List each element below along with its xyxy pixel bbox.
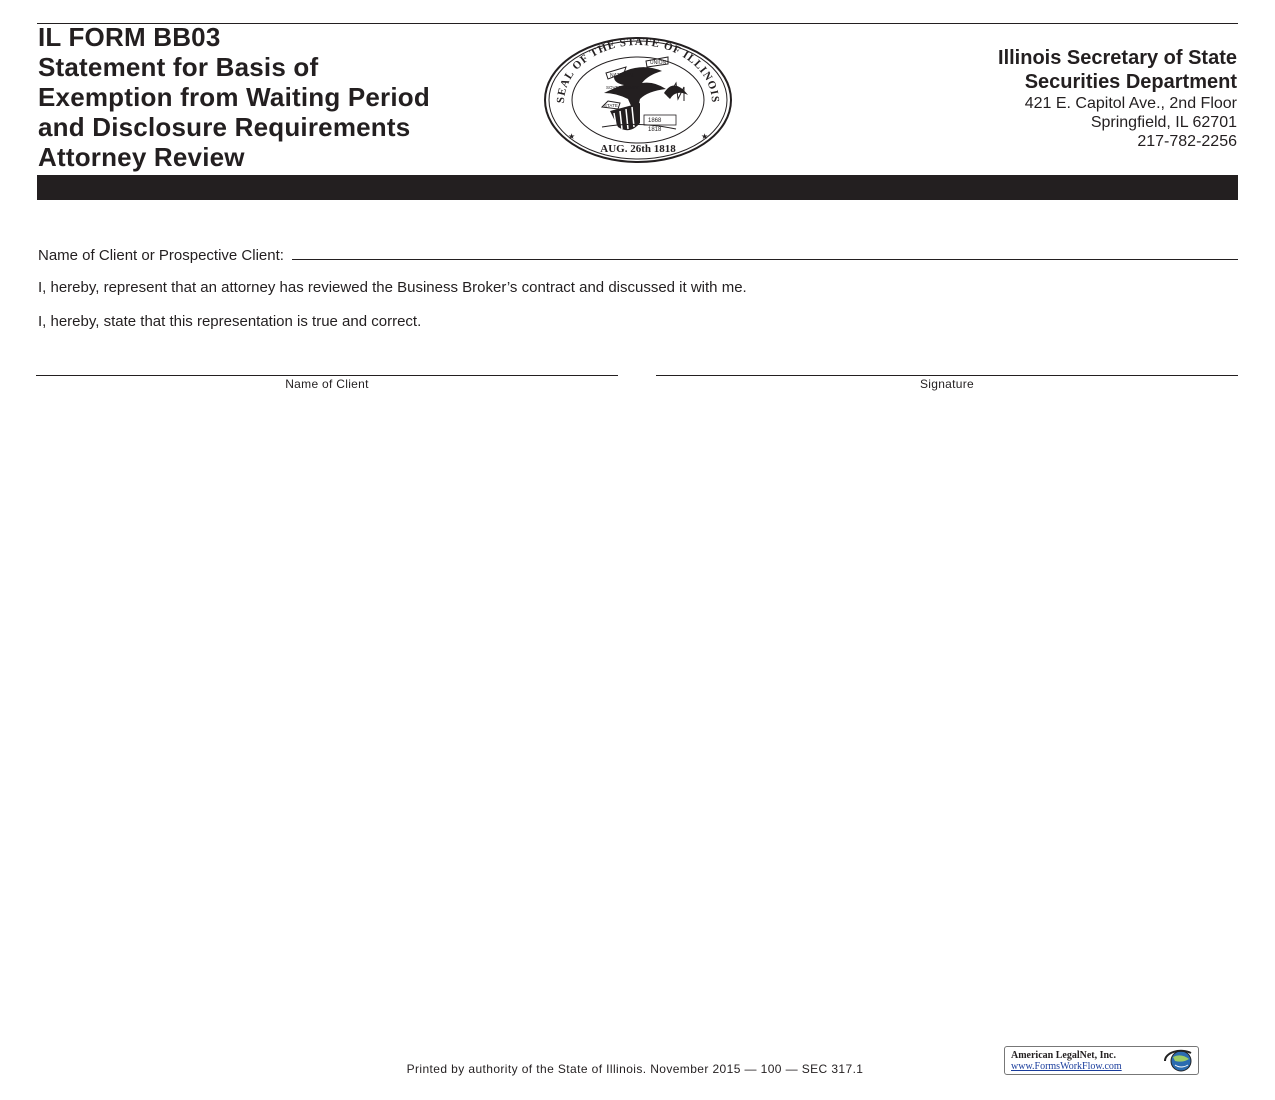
client-name-field[interactable] — [292, 243, 1238, 260]
attorney-review-statement: I, hereby, represent that an attorney has reviewed the Business Broker’s contract and discussed it with me. — [38, 279, 747, 296]
name-of-client-block — [36, 375, 618, 392]
form-title-line: Attorney Review — [38, 142, 245, 172]
client-name-label: Name of Client or Prospective Client: — [38, 247, 284, 264]
svg-text:SOVEREIGNTY: SOVEREIGNTY — [606, 85, 639, 90]
signature-line[interactable] — [656, 375, 1238, 376]
svg-text:★: ★ — [568, 132, 576, 141]
vendor-globe-icon — [1161, 1049, 1195, 1073]
svg-text:1868: 1868 — [648, 118, 662, 124]
signature-block — [656, 375, 1238, 392]
svg-text:1818: 1818 — [648, 127, 662, 133]
form-title-line: and Disclosure Requirements — [38, 112, 411, 142]
svg-text:AUG. 26th 1818: AUG. 26th 1818 — [600, 143, 676, 155]
agency-block — [998, 46, 1237, 151]
city-state-zip: Springfield, IL 62701 — [1090, 114, 1237, 131]
truth-statement: I, hereby, state that this representation is true and correct. — [38, 313, 422, 330]
header-black-band — [37, 175, 1238, 200]
vendor-name: American LegalNet, Inc. — [1011, 1050, 1116, 1061]
form-title-block — [38, 22, 538, 172]
form-title-line: Exemption from Waiting Period — [38, 82, 430, 112]
name-of-client-line[interactable] — [36, 375, 618, 376]
agency-name: Illinois Secretary of State — [998, 47, 1237, 69]
svg-text:STATE: STATE — [604, 103, 618, 108]
svg-text:★: ★ — [701, 132, 709, 141]
printed-authority-note: Printed by authority of the State of Illinois. November 2015 — 100 — SEC 317.1 — [406, 1062, 864, 1076]
svg-text:SEAL OF THE STATE OF ILLINOIS: SEAL OF THE STATE OF ILLINOIS — [554, 37, 722, 104]
vendor-badge[interactable] — [1004, 1046, 1199, 1075]
signature-label: Signature — [919, 377, 975, 391]
form-title-line: Statement for Basis of — [38, 52, 319, 82]
client-name-row — [38, 245, 1238, 265]
form-number: IL FORM BB03 — [38, 22, 221, 52]
illinois-state-seal — [544, 37, 732, 164]
name-of-client-label: Name of Client — [285, 377, 369, 391]
street-address: 421 E. Capitol Ave., 2nd Floor — [1024, 95, 1237, 112]
svg-text:UNION: UNION — [650, 60, 667, 66]
svg-text:NATIONAL: NATIONAL — [610, 73, 635, 79]
phone-number: 217-782-2256 — [1137, 133, 1237, 150]
vendor-link[interactable]: www.FormsWorkFlow.com — [1011, 1061, 1122, 1072]
department-name: Securities Department — [1024, 71, 1237, 93]
